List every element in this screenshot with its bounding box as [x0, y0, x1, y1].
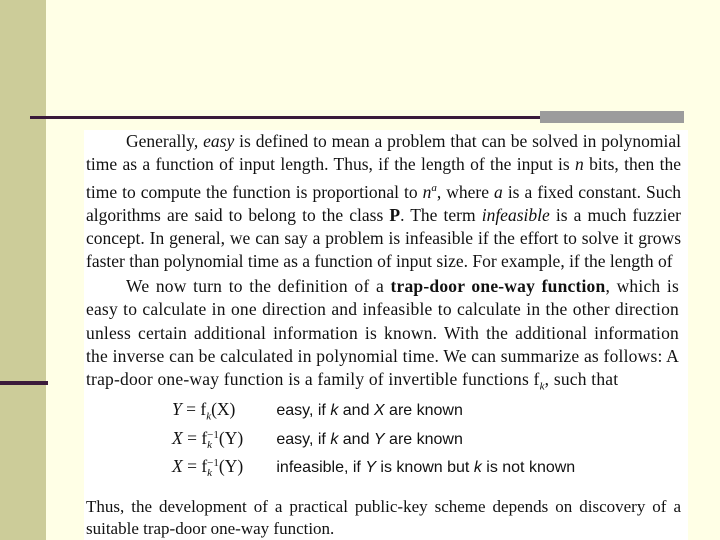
function-arg: (Y)	[218, 456, 244, 476]
paragraph-complexity	[86, 130, 681, 274]
equation-row	[172, 399, 463, 423]
lhs-var: X	[172, 456, 183, 476]
function-f: f	[200, 399, 207, 419]
lhs-var: Y	[172, 399, 182, 419]
equation-lhs	[172, 399, 272, 423]
text-span: is a much fuzzier concept. In general, we can say a problem is infeasible if the effort to solve it grows faster than polynomial time as a function of input size. For example, if the length of	[86, 204, 682, 272]
var: Y	[365, 459, 376, 476]
text-span: infeasible, if	[276, 459, 366, 476]
term-easy: easy	[203, 131, 235, 151]
text-span: and	[338, 402, 374, 419]
text-span: easy, if	[276, 431, 331, 448]
paragraph-conclusion: Thus, the development of a practical public-key scheme depends on discovery of a suitable trap-door one-way function.	[86, 497, 681, 538]
text-span: are known	[384, 431, 463, 448]
var: k	[330, 431, 339, 448]
text-span: , such that	[544, 369, 619, 390]
term-trapdoor: trap-door one-way function	[390, 276, 606, 296]
text-span: is known but	[375, 459, 474, 476]
text-span: is not known	[481, 459, 576, 476]
function-arg: (Y)	[218, 428, 244, 448]
equation-row	[172, 456, 575, 480]
text-span: , where	[436, 181, 495, 202]
text-span: are known	[384, 402, 463, 419]
text-span: is a fixed constant. Such algorithms are said to belong to the class	[86, 181, 681, 225]
left-accent-line	[0, 381, 48, 385]
var: X	[373, 402, 385, 419]
lhs-var: X	[172, 428, 183, 448]
subscript-k: k	[539, 380, 545, 393]
var-a: a	[494, 181, 503, 202]
equation-description	[276, 402, 462, 419]
text-span: is defined to mean a problem that can be solved in polynomial time as a function of input length. Thus, if the length of the input is	[86, 131, 682, 175]
var: k	[330, 402, 339, 419]
var: k	[473, 459, 482, 476]
var-n: n	[575, 154, 584, 175]
superscript-inverse: −1	[207, 456, 219, 469]
function-arg: (X)	[211, 399, 236, 419]
function-f: f	[201, 428, 208, 448]
text-span: easy, if	[276, 402, 331, 419]
equation-lhs	[172, 428, 272, 450]
subscript-k: k	[207, 466, 213, 479]
equation-lhs	[172, 456, 272, 478]
text-span: bits, then the time to compute the function is proportional to	[86, 154, 681, 202]
title-rule-accent	[540, 111, 684, 123]
subscript-k: k	[207, 438, 213, 451]
equation-description	[276, 431, 462, 448]
equals-sign: =	[181, 399, 201, 419]
text-span: We now turn to the definition of a	[126, 276, 391, 296]
term-infeasible: infeasible	[481, 204, 550, 225]
class-p: P	[389, 204, 401, 225]
exponent-a: a	[431, 181, 437, 194]
left-accent-bar	[0, 0, 46, 540]
text-span: . The term	[400, 204, 482, 225]
var: Y	[373, 431, 385, 448]
equals-sign: =	[182, 456, 202, 476]
superscript-inverse: −1	[207, 428, 219, 441]
var-n: n	[422, 181, 432, 202]
equation-description	[276, 459, 575, 476]
text-span: , which is easy to calculate in one direction and infeasible to calculate in the other direction unless certain additional information is known. With the additional information the inverse can be calculated in polynomial time. We can summarize as follows: A trap-door one-way function is a family of invertible functions f	[86, 276, 679, 390]
text-span: Generally,	[126, 131, 204, 151]
function-f: f	[201, 456, 208, 476]
equation-row	[172, 428, 463, 452]
subscript-k: k	[206, 410, 212, 423]
title-rule	[30, 116, 540, 119]
equals-sign: =	[182, 428, 202, 448]
paragraph-trapdoor-definition	[86, 275, 679, 399]
text-span: and	[338, 431, 374, 448]
